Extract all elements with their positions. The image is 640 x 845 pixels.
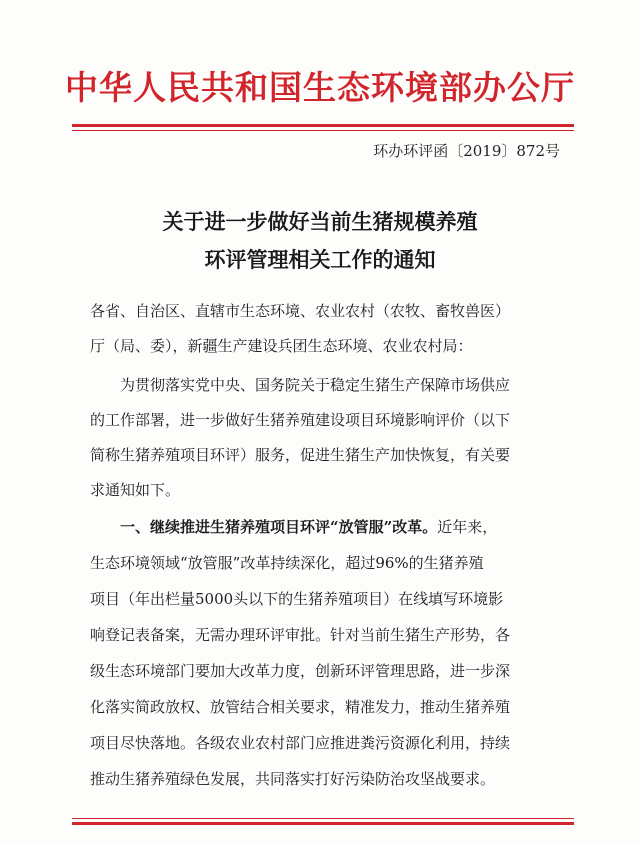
office-title: 中华人民共和国生态环境部办公厅	[65, 68, 575, 107]
intro-line-1: 为贯彻落实党中央、国务院关于稳定生猪生产保障市场供应	[120, 376, 511, 394]
section-1-line-1-rest: 近年来，	[437, 518, 498, 536]
intro-line-2: 的工作部署，进一步做好生猪养殖建设项目环境影响评价（以下	[90, 411, 511, 429]
section-1-line-2: 生态环境领域“放管服”改革持续深化，超过96%的生猪养殖	[90, 554, 484, 572]
footer-rule-thin	[72, 818, 574, 819]
subject-line-2: 环评管理相关工作的通知	[204, 247, 436, 272]
section-1-line-7: 项目尽快落地。各级农业农村部门应推进粪污资源化利用，持续	[90, 734, 511, 752]
subject-line-1: 关于进一步做好当前生猪规模养殖	[162, 209, 478, 234]
intro-line-3: 简称生猪养殖项目环评）服务，促进生猪生产加快恢复，有关要	[90, 446, 511, 464]
section-1-line-4: 响登记表备案，无需办理环评审批。针对当前生猪生产形势，各	[90, 626, 511, 644]
document-number: 环办环评函〔2019〕872号	[373, 142, 560, 160]
section-1-line-6: 化落实简政放权、放管结合相关要求，精准发力，推动生猪养殖	[90, 698, 511, 716]
section-1-heading: 一、继续推进生猪养殖项目环评“放管服”改革。	[120, 518, 438, 536]
header-rule-thin	[72, 130, 574, 131]
section-1-line-8: 推动生猪养殖绿色发展，共同落实打好污染防治攻坚战要求。	[90, 770, 496, 788]
addressee-line-1: 各省、自治区、直辖市生态环境、农业农村（农牧、畜牧兽医）	[90, 302, 511, 320]
section-1-first-line	[120, 516, 590, 537]
header-rule-thick	[72, 124, 574, 127]
footer-rule-thick	[72, 822, 574, 825]
intro-line-4: 求通知如下。	[90, 481, 181, 499]
addressee-line-2: 厅（局、委），新疆生产建设兵团生态环境、农业农村局：	[90, 337, 473, 355]
section-1-line-5: 级生态环境部门要加大改革力度，创新环评管理思路，进一步深	[90, 662, 511, 680]
section-1-line-3: 项目（年出栏量5000头以下的生猪养殖项目）在线填写环境影	[90, 590, 504, 608]
